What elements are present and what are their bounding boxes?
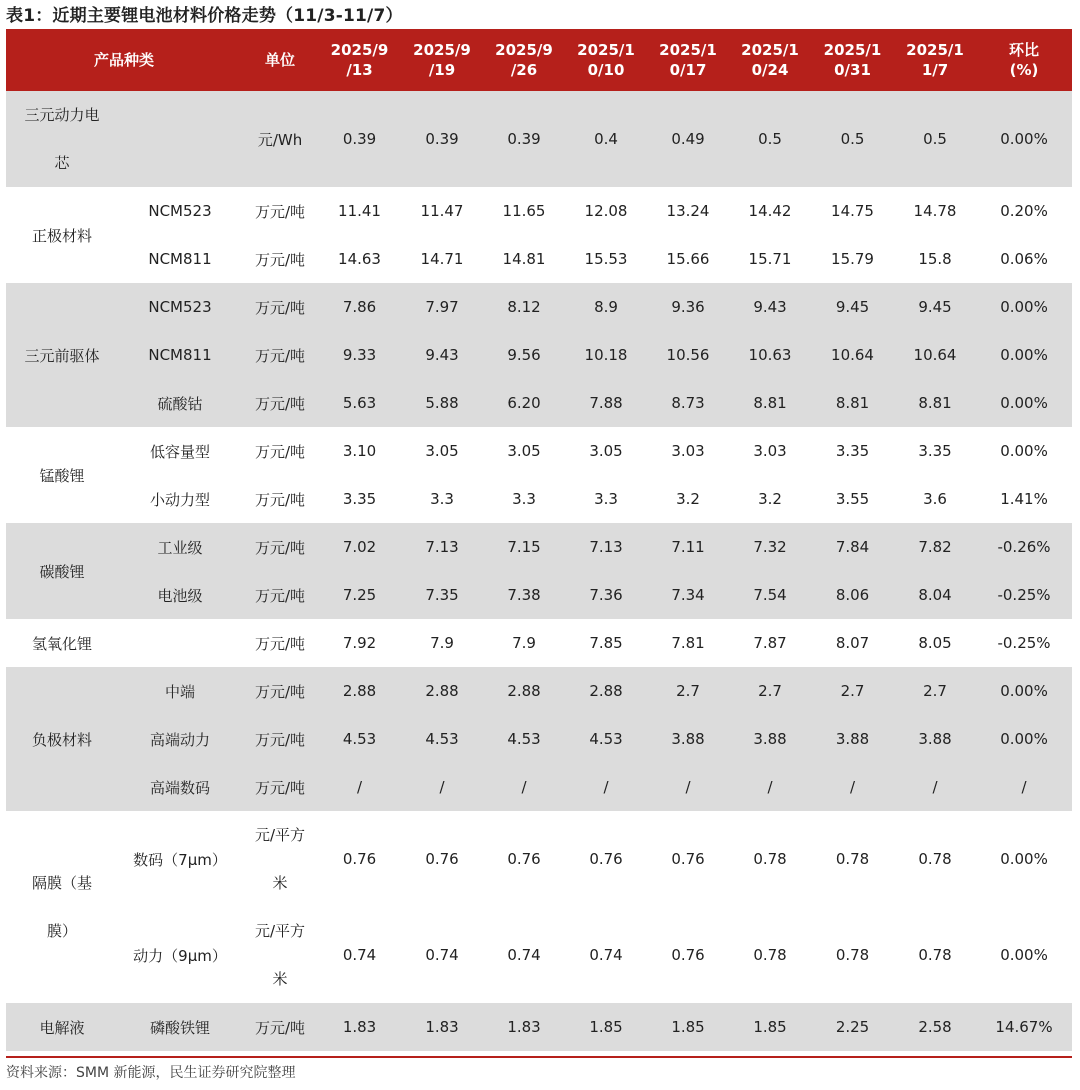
table-row [6,571,1072,619]
price-cell: 15.66 [647,235,729,283]
price-cell: 1.83 [401,1003,483,1051]
change-cell: 1.41% [976,475,1072,523]
header-change-line1: 环比 [1009,41,1040,59]
price-cell: 0.78 [894,811,976,907]
price-cell: 7.13 [565,523,647,571]
price-cell: 0.39 [483,91,565,187]
subtype-cell: 磷酸铁锂 [118,1003,242,1051]
subtype-cell: NCM523 [118,283,242,331]
change-cell: 0.00% [976,667,1072,715]
price-cell: 7.92 [318,619,401,667]
change-cell: 0.00% [976,907,1072,1003]
price-cell: 3.35 [318,475,401,523]
price-cell: 7.84 [811,523,894,571]
unit-cell: 万元/吨 [242,763,318,811]
price-cell: 0.76 [565,811,647,907]
price-cell: 8.73 [647,379,729,427]
unit-line: 米 [272,874,288,892]
price-cell: 8.07 [811,619,894,667]
table-row [6,379,1072,427]
price-cell: 9.45 [894,283,976,331]
category-cell: 正极材料 [6,187,118,283]
unit-cell: 万元/吨 [242,283,318,331]
price-cell: 3.55 [811,475,894,523]
change-cell: -0.25% [976,571,1072,619]
price-cell: / [318,763,401,811]
price-cell: 2.88 [483,667,565,715]
header-date [894,29,976,91]
price-cell: 2.7 [894,667,976,715]
price-cell: 10.64 [894,331,976,379]
price-cell: / [894,763,976,811]
change-cell: 0.00% [976,283,1072,331]
unit-cell: 万元/吨 [242,667,318,715]
header-date [565,29,647,91]
price-cell: / [565,763,647,811]
price-cell: 0.76 [647,811,729,907]
price-cell: 0.74 [318,907,401,1003]
category-line: 三元动力电 [24,106,100,124]
table-row [6,619,1072,667]
unit-cell: 万元/吨 [242,619,318,667]
price-cell: 2.88 [401,667,483,715]
price-cell: 0.4 [565,91,647,187]
price-cell: 1.83 [483,1003,565,1051]
unit-cell: 万元/吨 [242,523,318,571]
unit-cell: 万元/吨 [242,331,318,379]
price-cell: 7.9 [483,619,565,667]
price-cell: 3.10 [318,427,401,475]
price-cell: 7.25 [318,571,401,619]
price-cell: 3.3 [565,475,647,523]
price-cell: / [483,763,565,811]
unit-line: 元/平方 [254,922,306,940]
table-row [6,187,1072,235]
header-date-line1: 2025/1 [741,41,799,59]
price-cell: 2.88 [565,667,647,715]
header-date-line1: 2025/1 [823,41,882,59]
price-cell: 7.36 [565,571,647,619]
price-cell: 14.71 [401,235,483,283]
change-cell: 0.00% [976,811,1072,907]
price-cell: 15.79 [811,235,894,283]
table-row [6,715,1072,763]
subtype-cell: NCM523 [118,187,242,235]
subtype-cell [118,91,242,187]
price-cell: 0.74 [565,907,647,1003]
price-cell: 0.78 [894,907,976,1003]
price-cell: 0.78 [811,907,894,1003]
price-cell: 0.76 [401,811,483,907]
change-cell: 14.67% [976,1003,1072,1051]
unit-cell: 万元/吨 [242,571,318,619]
header-change-line2: (%) [1009,61,1039,79]
header-date-line1: 2025/9 [330,41,389,59]
table-row [6,331,1072,379]
price-cell: 2.7 [729,667,811,715]
price-cell: 8.9 [565,283,647,331]
unit-cell: 万元/吨 [242,475,318,523]
table-title: 表1：近期主要锂电池材料价格走势（11/3-11/7） [6,6,403,26]
price-cell: 7.15 [483,523,565,571]
unit-cell: 元/Wh [242,91,318,187]
price-cell: 3.88 [811,715,894,763]
price-cell: 1.83 [318,1003,401,1051]
category-cell: 氢氧化锂 [6,619,118,667]
price-cell: 3.3 [483,475,565,523]
table-row [6,475,1072,523]
category-cell: 电解液 [6,1003,118,1051]
price-cell: 9.56 [483,331,565,379]
price-cell: 9.33 [318,331,401,379]
subtype-cell [118,619,242,667]
subtype-cell: 工业级 [118,523,242,571]
price-cell: 7.81 [647,619,729,667]
unit-cell: 万元/吨 [242,715,318,763]
change-cell: 0.00% [976,331,1072,379]
price-cell: 14.81 [483,235,565,283]
header-date-line2: /26 [510,61,538,79]
price-cell: 6.20 [483,379,565,427]
price-cell: 12.08 [565,187,647,235]
price-cell: 2.88 [318,667,401,715]
category-cell: 碳酸锂 [6,523,118,619]
price-cell: 2.25 [811,1003,894,1051]
header-unit: 单位 [242,29,318,91]
price-cell: 14.42 [729,187,811,235]
price-cell: 3.35 [894,427,976,475]
price-cell: 0.76 [647,907,729,1003]
table-row [6,523,1072,571]
change-cell: 0.06% [976,235,1072,283]
price-cell: 3.88 [894,715,976,763]
header-date-line1: 2025/1 [906,41,964,59]
change-cell: -0.25% [976,619,1072,667]
category-cell [6,811,118,1003]
header-date [729,29,811,91]
category-line: 隔膜（基 [31,874,92,892]
price-cell: 0.74 [483,907,565,1003]
header-date-line2: /13 [346,61,373,79]
header-date [401,29,483,91]
price-cell: 7.34 [647,571,729,619]
price-cell: 3.88 [647,715,729,763]
unit-line: 元/平方 [254,826,306,844]
price-cell: 7.85 [565,619,647,667]
price-cell: 7.97 [401,283,483,331]
header-date-line2: 0/24 [751,61,789,79]
header-date-line2: 0/10 [587,61,625,79]
subtype-cell: 高端数码 [118,763,242,811]
change-cell: 0.00% [976,379,1072,427]
category-line: 芯 [54,154,70,172]
price-cell: 3.2 [647,475,729,523]
price-cell: 0.5 [894,91,976,187]
price-cell: 7.87 [729,619,811,667]
price-cell: 0.39 [401,91,483,187]
header-change [976,29,1072,91]
price-cell: 3.03 [647,427,729,475]
price-cell: / [401,763,483,811]
bottom-rule [6,1056,1072,1058]
change-cell: / [976,763,1072,811]
subtype-cell: NCM811 [118,331,242,379]
header-date-line1: 2025/1 [577,41,635,59]
price-cell: 4.53 [483,715,565,763]
price-cell: 3.05 [565,427,647,475]
header-date-line1: 2025/9 [413,41,471,59]
header-category: 产品种类 [6,29,242,91]
price-cell: 0.39 [318,91,401,187]
price-cell: 15.53 [565,235,647,283]
price-cell: 14.78 [894,187,976,235]
header-date [811,29,894,91]
price-table [6,29,1072,1051]
subtype-cell: 数码（7μm） [118,811,242,907]
price-cell: 3.2 [729,475,811,523]
price-cell: 9.45 [811,283,894,331]
price-cell: 7.86 [318,283,401,331]
subtype-cell: 中端 [118,667,242,715]
subtype-cell: 低容量型 [118,427,242,475]
price-cell: 0.76 [483,811,565,907]
header-date [483,29,565,91]
price-cell: 7.54 [729,571,811,619]
header-date [318,29,401,91]
price-cell: 4.53 [318,715,401,763]
price-cell: 0.78 [729,811,811,907]
price-cell: 8.81 [729,379,811,427]
price-cell: 7.32 [729,523,811,571]
price-cell: 5.88 [401,379,483,427]
price-cell: 3.05 [483,427,565,475]
subtype-cell: NCM811 [118,235,242,283]
table-row [6,763,1072,811]
price-cell: 9.43 [401,331,483,379]
header-row [6,29,1072,91]
price-cell: 0.76 [318,811,401,907]
subtype-cell: 动力（9μm） [118,907,242,1003]
table-row [6,907,1072,1003]
table-row [6,235,1072,283]
price-cell: 7.02 [318,523,401,571]
category-cell [6,91,118,187]
table-row [6,283,1072,331]
header-date-line2: /19 [428,61,456,79]
price-cell: 8.04 [894,571,976,619]
price-cell: 11.65 [483,187,565,235]
price-cell: / [729,763,811,811]
price-cell: 1.85 [729,1003,811,1051]
subtype-cell: 小动力型 [118,475,242,523]
price-cell: 11.41 [318,187,401,235]
price-cell: 8.81 [894,379,976,427]
price-cell: 4.53 [565,715,647,763]
price-cell: 10.63 [729,331,811,379]
category-cell: 三元前驱体 [6,283,118,427]
price-cell: 10.56 [647,331,729,379]
price-cell: 14.63 [318,235,401,283]
price-cell: 0.74 [401,907,483,1003]
price-cell: 13.24 [647,187,729,235]
price-cell: 3.6 [894,475,976,523]
table-row [6,811,1072,907]
price-cell: 0.5 [729,91,811,187]
price-cell: 8.81 [811,379,894,427]
price-cell: 3.05 [401,427,483,475]
price-cell: 2.7 [647,667,729,715]
price-cell: 2.7 [811,667,894,715]
price-cell: 1.85 [647,1003,729,1051]
price-cell: 4.53 [401,715,483,763]
price-cell: 7.82 [894,523,976,571]
category-cell: 负极材料 [6,667,118,811]
price-cell: 8.12 [483,283,565,331]
price-cell: 7.13 [401,523,483,571]
unit-cell: 万元/吨 [242,235,318,283]
change-cell: 0.00% [976,715,1072,763]
unit-cell: 万元/吨 [242,427,318,475]
price-cell: 0.78 [811,811,894,907]
table-row [6,427,1072,475]
unit-cell: 万元/吨 [242,1003,318,1051]
price-cell: 7.38 [483,571,565,619]
header-date-line2: 0/17 [669,61,707,79]
subtype-cell: 电池级 [118,571,242,619]
category-line: 膜） [46,922,77,940]
unit-cell: 万元/吨 [242,379,318,427]
change-cell: 0.00% [976,91,1072,187]
table-row [6,91,1072,187]
source-note: 资料来源：SMM 新能源，民生证券研究院整理 [6,1065,296,1081]
price-cell: 5.63 [318,379,401,427]
price-cell: 3.88 [729,715,811,763]
price-cell: 3.3 [401,475,483,523]
price-cell: 11.47 [401,187,483,235]
price-cell: 9.36 [647,283,729,331]
price-cell: 0.5 [811,91,894,187]
unit-cell: 万元/吨 [242,187,318,235]
unit-line: 米 [272,970,288,988]
price-cell: 0.78 [729,907,811,1003]
change-cell: 0.20% [976,187,1072,235]
subtype-cell: 高端动力 [118,715,242,763]
header-date-line2: 1/7 [921,61,949,79]
subtype-cell: 硫酸钴 [118,379,242,427]
header-date-line2: 0/31 [834,61,871,79]
header-date [647,29,729,91]
category-cell: 锰酸锂 [6,427,118,523]
unit-cell [242,811,318,907]
price-cell: 10.64 [811,331,894,379]
price-cell: 2.58 [894,1003,976,1051]
price-cell: 3.35 [811,427,894,475]
price-cell: 7.9 [401,619,483,667]
header-date-line1: 2025/9 [495,41,553,59]
price-cell: 3.03 [729,427,811,475]
price-cell: 0.49 [647,91,729,187]
header-date-line1: 2025/1 [659,41,717,59]
price-cell: / [647,763,729,811]
price-cell: 9.43 [729,283,811,331]
price-cell: 8.05 [894,619,976,667]
price-cell: 7.88 [565,379,647,427]
price-cell: 15.8 [894,235,976,283]
unit-cell [242,907,318,1003]
price-cell: 1.85 [565,1003,647,1051]
change-cell: -0.26% [976,523,1072,571]
price-cell: 10.18 [565,331,647,379]
price-cell: / [811,763,894,811]
change-cell: 0.00% [976,427,1072,475]
price-cell: 15.71 [729,235,811,283]
table-row [6,1003,1072,1051]
price-cell: 14.75 [811,187,894,235]
table-row [6,667,1072,715]
price-cell: 8.06 [811,571,894,619]
price-cell: 7.35 [401,571,483,619]
price-cell: 7.11 [647,523,729,571]
